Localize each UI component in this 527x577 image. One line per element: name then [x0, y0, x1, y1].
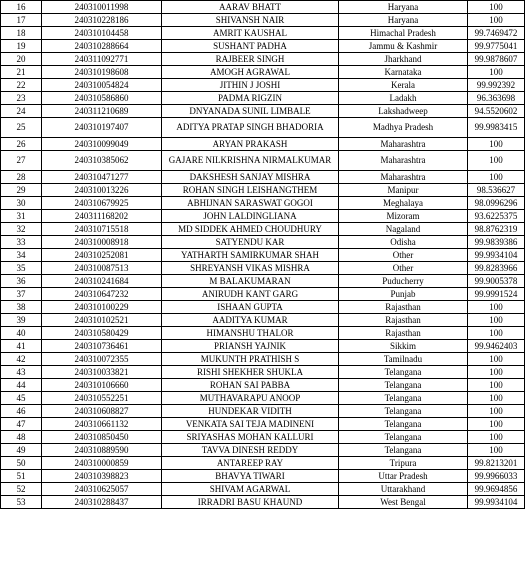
- serial-number-cell: 48: [1, 431, 42, 444]
- score-cell: 99.9839386: [468, 236, 525, 249]
- candidate-name-cell: ANIRUDH KANT GARG: [162, 288, 339, 301]
- roll-number-cell: 240310647232: [42, 288, 162, 301]
- roll-number-cell: 240310013226: [42, 184, 162, 197]
- score-cell: 100: [468, 405, 525, 418]
- state-cell: Tamilnadu: [339, 353, 468, 366]
- candidate-name-cell: HIMANSHU THALOR: [162, 327, 339, 340]
- table-row: [1, 197, 525, 210]
- roll-number-cell: 240310715518: [42, 223, 162, 236]
- candidate-name-cell: BHAVYA TIWARI: [162, 470, 339, 483]
- candidate-name-cell: VENKATA SAI TEJA MADINENI: [162, 418, 339, 431]
- state-cell: Maharashtra: [339, 138, 468, 151]
- score-cell: 99.9694856: [468, 483, 525, 496]
- score-cell: 100: [468, 353, 525, 366]
- state-cell: Kerala: [339, 79, 468, 92]
- score-cell: 100: [468, 418, 525, 431]
- serial-number-cell: 39: [1, 314, 42, 327]
- roll-number-cell: 240310241684: [42, 275, 162, 288]
- serial-number-cell: 43: [1, 366, 42, 379]
- candidate-name-cell: SRIYASHAS MOHAN KALLURI: [162, 431, 339, 444]
- score-cell: 100: [468, 66, 525, 79]
- roll-number-cell: 240310552251: [42, 392, 162, 405]
- table-row: [1, 353, 525, 366]
- table-row: [1, 470, 525, 483]
- table-row: [1, 53, 525, 66]
- serial-number-cell: 46: [1, 405, 42, 418]
- score-cell: 98.8762319: [468, 223, 525, 236]
- roll-number-cell: 240310288437: [42, 496, 162, 509]
- serial-number-cell: 44: [1, 379, 42, 392]
- state-cell: Mizoram: [339, 210, 468, 223]
- table-row: [1, 210, 525, 223]
- candidate-name-cell: ANTAREEP RAY: [162, 457, 339, 470]
- serial-number-cell: 52: [1, 483, 42, 496]
- candidate-name-cell: TAVVA DINESH REDDY: [162, 444, 339, 457]
- serial-number-cell: 40: [1, 327, 42, 340]
- state-cell: Other: [339, 262, 468, 275]
- candidate-name-cell: DNYANADA SUNIL LIMBALE: [162, 105, 339, 118]
- roll-number-cell: 240310100229: [42, 301, 162, 314]
- state-cell: West Bengal: [339, 496, 468, 509]
- serial-number-cell: 42: [1, 353, 42, 366]
- table-row: [1, 262, 525, 275]
- roll-number-cell: 240310011998: [42, 1, 162, 14]
- table-row: [1, 223, 525, 236]
- score-cell: 99.8283966: [468, 262, 525, 275]
- roll-number-cell: 240310197407: [42, 118, 162, 138]
- serial-number-cell: 26: [1, 138, 42, 151]
- score-cell: 100: [468, 327, 525, 340]
- score-cell: 100: [468, 431, 525, 444]
- state-cell: Manipur: [339, 184, 468, 197]
- state-cell: Rajasthan: [339, 327, 468, 340]
- score-cell: 99.9991524: [468, 288, 525, 301]
- state-cell: Telangana: [339, 392, 468, 405]
- table-row: [1, 431, 525, 444]
- table-row: [1, 379, 525, 392]
- candidate-name-cell: ARYAN PRAKASH: [162, 138, 339, 151]
- candidate-name-cell: HUNDEKAR VIDITH: [162, 405, 339, 418]
- roll-number-cell: 240310228186: [42, 14, 162, 27]
- score-cell: 100: [468, 392, 525, 405]
- table-row: [1, 105, 525, 118]
- candidate-name-cell: AMOGH AGRAWAL: [162, 66, 339, 79]
- candidate-name-cell: SHREYANSH VIKAS MISHRA: [162, 262, 339, 275]
- state-cell: Uttar Pradesh: [339, 470, 468, 483]
- state-cell: Haryana: [339, 1, 468, 14]
- serial-number-cell: 34: [1, 249, 42, 262]
- table-row: [1, 275, 525, 288]
- state-cell: Jammu & Kashmir: [339, 40, 468, 53]
- table-row: [1, 92, 525, 105]
- roll-number-cell: 240310033821: [42, 366, 162, 379]
- candidate-name-cell: SUSHANT PADHA: [162, 40, 339, 53]
- roll-number-cell: 240310000859: [42, 457, 162, 470]
- candidate-name-cell: IRRADRI BASU KHAUND: [162, 496, 339, 509]
- state-cell: Maharashtra: [339, 151, 468, 171]
- table-body: [1, 1, 525, 509]
- roll-number-cell: 240310104458: [42, 27, 162, 40]
- roll-number-cell: 240310580429: [42, 327, 162, 340]
- roll-number-cell: 240310008918: [42, 236, 162, 249]
- candidate-name-cell: SHIVANSH NAIR: [162, 14, 339, 27]
- roll-number-cell: 240310288664: [42, 40, 162, 53]
- table-row: [1, 151, 525, 171]
- table-row: [1, 444, 525, 457]
- table-row: [1, 66, 525, 79]
- serial-number-cell: 51: [1, 470, 42, 483]
- state-cell: Sikkim: [339, 340, 468, 353]
- candidate-name-cell: ABHIJNAN SARASWAT GOGOI: [162, 197, 339, 210]
- score-cell: 99.9966033: [468, 470, 525, 483]
- state-cell: Rajasthan: [339, 301, 468, 314]
- candidate-name-cell: MUTHAVARAPU ANOOP: [162, 392, 339, 405]
- candidate-name-cell: ROHAN SAI PABBA: [162, 379, 339, 392]
- roll-number-cell: 240310850450: [42, 431, 162, 444]
- state-cell: Other: [339, 249, 468, 262]
- table-row: [1, 118, 525, 138]
- candidate-name-cell: JOHN LALDINGLIANA: [162, 210, 339, 223]
- table-row: [1, 1, 525, 14]
- table-row: [1, 14, 525, 27]
- serial-number-cell: 25: [1, 118, 42, 138]
- score-cell: 99.9005378: [468, 275, 525, 288]
- score-cell: 100: [468, 138, 525, 151]
- roll-number-cell: 240310198608: [42, 66, 162, 79]
- state-cell: Maharashtra: [339, 171, 468, 184]
- state-cell: Lakshadweep: [339, 105, 468, 118]
- table-row: [1, 79, 525, 92]
- candidate-name-cell: DAKSHESH SANJAY MISHRA: [162, 171, 339, 184]
- candidate-name-cell: GAJARE NILKRISHNA NIRMALKUMAR: [162, 151, 339, 171]
- score-cell: 98.0996296: [468, 197, 525, 210]
- table-row: [1, 301, 525, 314]
- serial-number-cell: 16: [1, 1, 42, 14]
- candidate-name-cell: RAJBEER SINGH: [162, 53, 339, 66]
- score-cell: 96.363698: [468, 92, 525, 105]
- score-cell: 99.7469472: [468, 27, 525, 40]
- serial-number-cell: 41: [1, 340, 42, 353]
- serial-number-cell: 45: [1, 392, 42, 405]
- state-cell: Ladakh: [339, 92, 468, 105]
- roll-number-cell: 240311210689: [42, 105, 162, 118]
- score-cell: 99.992392: [468, 79, 525, 92]
- serial-number-cell: 53: [1, 496, 42, 509]
- state-cell: Jharkhand: [339, 53, 468, 66]
- serial-number-cell: 32: [1, 223, 42, 236]
- candidate-name-cell: AARAV BHATT: [162, 1, 339, 14]
- serial-number-cell: 19: [1, 40, 42, 53]
- state-cell: Tripura: [339, 457, 468, 470]
- table-row: [1, 392, 525, 405]
- state-cell: Telangana: [339, 366, 468, 379]
- table-row: [1, 40, 525, 53]
- serial-number-cell: 20: [1, 53, 42, 66]
- state-cell: Odisha: [339, 236, 468, 249]
- roll-number-cell: 240310661132: [42, 418, 162, 431]
- serial-number-cell: 29: [1, 184, 42, 197]
- state-cell: Telangana: [339, 379, 468, 392]
- score-cell: 100: [468, 301, 525, 314]
- table-row: [1, 236, 525, 249]
- candidate-name-cell: SATYENDU KAR: [162, 236, 339, 249]
- roll-number-cell: 240310398823: [42, 470, 162, 483]
- table-row: [1, 138, 525, 151]
- state-cell: Himachal Pradesh: [339, 27, 468, 40]
- score-cell: 99.9775041: [468, 40, 525, 53]
- serial-number-cell: 18: [1, 27, 42, 40]
- table-row: [1, 457, 525, 470]
- score-cell: 100: [468, 14, 525, 27]
- state-cell: Nagaland: [339, 223, 468, 236]
- serial-number-cell: 49: [1, 444, 42, 457]
- score-cell: 100: [468, 171, 525, 184]
- state-cell: Rajasthan: [339, 314, 468, 327]
- score-cell: 99.9934104: [468, 496, 525, 509]
- serial-number-cell: 35: [1, 262, 42, 275]
- candidate-name-cell: ROHAN SINGH LEISHANGTHEM: [162, 184, 339, 197]
- roll-number-cell: 240310586860: [42, 92, 162, 105]
- candidate-name-cell: RISHI SHEKHER SHUKLA: [162, 366, 339, 379]
- serial-number-cell: 37: [1, 288, 42, 301]
- roll-number-cell: 240310106660: [42, 379, 162, 392]
- score-cell: 99.9983415: [468, 118, 525, 138]
- table-row: [1, 184, 525, 197]
- candidate-name-cell: PRIANSH YAJNIK: [162, 340, 339, 353]
- serial-number-cell: 31: [1, 210, 42, 223]
- roll-number-cell: 240310889590: [42, 444, 162, 457]
- score-cell: 93.6225375: [468, 210, 525, 223]
- score-cell: 94.5520602: [468, 105, 525, 118]
- table-row: [1, 366, 525, 379]
- candidate-name-cell: MUKUNTH PRATHISH S: [162, 353, 339, 366]
- roll-number-cell: 240310625057: [42, 483, 162, 496]
- candidate-name-cell: ISHAAN GUPTA: [162, 301, 339, 314]
- roll-number-cell: 240310099049: [42, 138, 162, 151]
- roll-number-cell: 240311168202: [42, 210, 162, 223]
- roll-number-cell: 240310736461: [42, 340, 162, 353]
- score-cell: 99.8213201: [468, 457, 525, 470]
- state-cell: Madhya Pradesh: [339, 118, 468, 138]
- table-row: [1, 496, 525, 509]
- table-row: [1, 405, 525, 418]
- score-cell: 98.536627: [468, 184, 525, 197]
- table-row: [1, 418, 525, 431]
- serial-number-cell: 17: [1, 14, 42, 27]
- serial-number-cell: 23: [1, 92, 42, 105]
- serial-number-cell: 24: [1, 105, 42, 118]
- table-row: [1, 27, 525, 40]
- serial-number-cell: 36: [1, 275, 42, 288]
- candidate-name-cell: SHIVAM AGARWAL: [162, 483, 339, 496]
- state-cell: Telangana: [339, 405, 468, 418]
- serial-number-cell: 30: [1, 197, 42, 210]
- state-cell: Telangana: [339, 418, 468, 431]
- candidate-name-cell: MD SIDDEK AHMED CHOUDHURY: [162, 223, 339, 236]
- score-cell: 99.9462403: [468, 340, 525, 353]
- roll-number-cell: 240310679925: [42, 197, 162, 210]
- state-cell: Uttarakhand: [339, 483, 468, 496]
- candidate-name-cell: AMRIT KAUSHAL: [162, 27, 339, 40]
- roll-number-cell: 240310471277: [42, 171, 162, 184]
- table-row: [1, 314, 525, 327]
- score-cell: 99.9934104: [468, 249, 525, 262]
- table-row: [1, 340, 525, 353]
- score-cell: 99.9878607: [468, 53, 525, 66]
- serial-number-cell: 47: [1, 418, 42, 431]
- state-cell: Karnataka: [339, 66, 468, 79]
- table-row: [1, 171, 525, 184]
- score-cell: 100: [468, 379, 525, 392]
- serial-number-cell: 21: [1, 66, 42, 79]
- score-cell: 100: [468, 1, 525, 14]
- serial-number-cell: 38: [1, 301, 42, 314]
- roll-number-cell: 240311092771: [42, 53, 162, 66]
- roll-number-cell: 240310608827: [42, 405, 162, 418]
- score-cell: 100: [468, 444, 525, 457]
- roll-number-cell: 240310252081: [42, 249, 162, 262]
- score-cell: 100: [468, 314, 525, 327]
- candidate-name-cell: ADITYA PRATAP SINGH BHADORIA: [162, 118, 339, 138]
- state-cell: Haryana: [339, 14, 468, 27]
- roll-number-cell: 240310385062: [42, 151, 162, 171]
- state-cell: Telangana: [339, 444, 468, 457]
- table-row: [1, 249, 525, 262]
- state-cell: Meghalaya: [339, 197, 468, 210]
- candidate-name-cell: JITHIN J JOSHI: [162, 79, 339, 92]
- state-cell: Telangana: [339, 431, 468, 444]
- candidate-name-cell: AADITYA KUMAR: [162, 314, 339, 327]
- roll-number-cell: 240310072355: [42, 353, 162, 366]
- candidate-name-cell: M BALAKUMARAN: [162, 275, 339, 288]
- roll-number-cell: 240310087513: [42, 262, 162, 275]
- state-cell: Puducherry: [339, 275, 468, 288]
- table-row: [1, 483, 525, 496]
- table-row: [1, 288, 525, 301]
- roll-number-cell: 240310054824: [42, 79, 162, 92]
- serial-number-cell: 33: [1, 236, 42, 249]
- serial-number-cell: 22: [1, 79, 42, 92]
- table-row: [1, 327, 525, 340]
- roll-number-cell: 240310102521: [42, 314, 162, 327]
- serial-number-cell: 50: [1, 457, 42, 470]
- serial-number-cell: 28: [1, 171, 42, 184]
- serial-number-cell: 27: [1, 151, 42, 171]
- candidate-name-cell: PADMA RIGZIN: [162, 92, 339, 105]
- candidate-name-cell: YATHARTH SAMIRKUMAR SHAH: [162, 249, 339, 262]
- score-cell: 100: [468, 366, 525, 379]
- score-cell: 100: [468, 151, 525, 171]
- state-cell: Punjab: [339, 288, 468, 301]
